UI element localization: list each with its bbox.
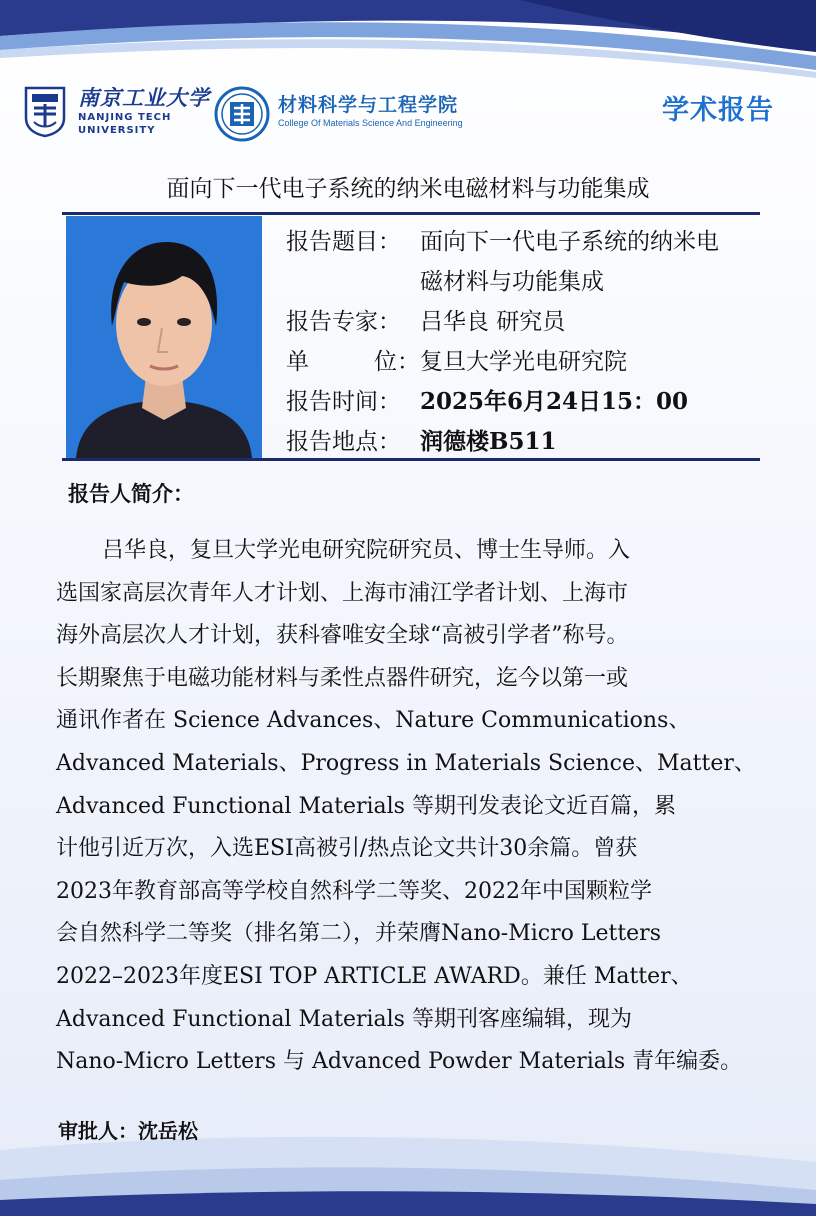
time-label: 报告时间： [286,389,401,415]
college-name [278,94,463,129]
unit-label [286,342,420,382]
bio-line: 海外高层次人才计划，获科睿唯安全球“高被引学者”称号。 [56,623,629,649]
bio-line: Advanced Functional Materials 等期刊客座编辑，现为 [56,1006,632,1032]
place-value: 润德楼B511 [420,428,557,455]
bio-line: 吕华良，复旦大学光电研究院研究员、博士生导师。入 [102,538,631,563]
college-logo-icon [214,86,270,142]
time-value: 2025年6月24日15：00 [420,388,689,415]
speaker-label: 报告专家： [286,309,401,335]
info-row-unit [286,342,766,382]
college-name-cn: 材料科学与工程学院 [278,94,459,116]
bio-line: 会自然科学二等奖（排名第二），并荣膺Nano-Micro Letters [56,921,661,947]
bio-line: 计他引近万次，入选ESI高被引/热点论文共计30余篇。曾获 [56,836,638,862]
divider-bottom [62,458,760,461]
speaker-value: 吕华良 研究员 [420,309,566,335]
bio-heading: 报告人简介： [68,482,194,506]
approver: 审批人：沈岳松 [58,1119,198,1143]
topic-value-line2: 磁材料与功能集成 [420,269,604,295]
university-name-en-line2: UNIVERSITY [78,125,156,136]
bio-text [56,530,776,1084]
unit-value: 复旦大学光电研究院 [420,349,627,375]
njtech-logo-icon [22,86,68,138]
unit-label-a: 单 [286,349,309,375]
info-row-place [286,422,766,462]
bio-line: Nano-Micro Letters 与 Advanced Powder Materials 青年编委。 [56,1049,743,1075]
university-name-en-line1: NANJING TECH [78,112,172,123]
place-label: 报告地点： [286,429,401,455]
poster-tag: 学术报告 [662,95,774,126]
bio-line: 长期聚焦于电磁功能材料与柔性点器件研究，迄今以第一或 [56,665,629,691]
college-name-en: College Of Materials Science And Engineering [278,118,463,128]
info-row-topic-cont [286,262,766,302]
bio-line: 2023年教育部高等学校自然科学二等奖、2022年中国颗粒学 [56,878,652,904]
unit-label-b: 位： [374,349,420,375]
bio-line: Advanced Materials、Progress in Materials Science、Matter、 [56,750,756,776]
speaker-photo [66,216,262,458]
report-info [286,222,766,462]
topic-label: 报告题目： [286,229,401,255]
divider-top [62,212,760,215]
bio-line: Advanced Functional Materials 等期刊发表论文近百篇，累 [56,793,676,819]
page-title: 面向下一代电子系统的纳米电磁材料与功能集成 [166,176,650,202]
bio-line: 选国家高层次青年人才计划、上海市浦江学者计划、上海市 [56,580,629,606]
info-row-time [286,382,766,422]
bio-line: 通讯作者在 Science Advances、Nature Communications、 [56,708,691,734]
bio-line: 2022–2023年度ESI TOP ARTICLE AWARD。兼任 Matter、 [56,963,693,989]
university-name [78,85,210,136]
university-name-cn: 南京工业大学 [78,85,210,110]
topic-value-line1: 面向下一代电子系统的纳米电 [420,229,719,255]
info-row-topic [286,222,766,262]
info-row-speaker [286,302,766,342]
